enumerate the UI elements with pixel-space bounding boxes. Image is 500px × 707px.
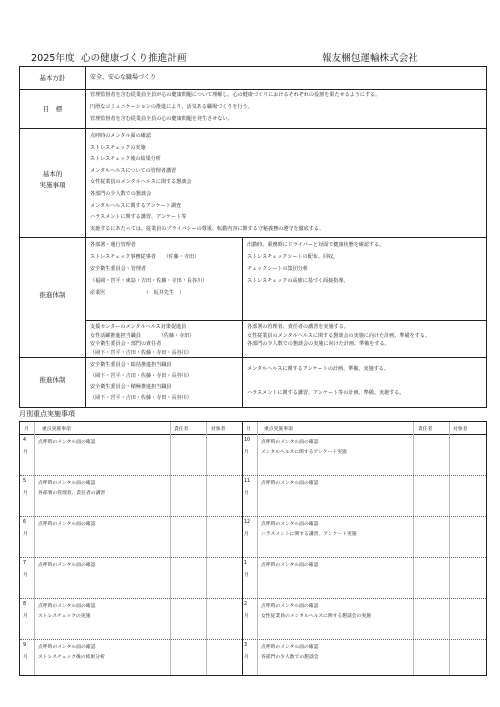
left-item: ストレスチェックの実施 [38, 614, 91, 619]
left-item: ストレスチェック後の結果分析 [38, 655, 105, 660]
right-item: 点呼時のメンタル面の確認 [261, 604, 319, 609]
struct2-right [247, 323, 430, 349]
struct2-right-item: 女性従業員のメンタルヘルスに関する懇談会の実施に向けた計画、準備をする。 [247, 332, 431, 339]
struct3-left-item: （岡下・宮平・吉田・佐藤・寺田・長谷川） [90, 373, 192, 379]
left-month-unit: 月 [23, 573, 28, 578]
left-item: 点呼時のメンタル面の確認 [38, 604, 96, 609]
struct1-left-item: 各部署・運行管理者 [90, 242, 136, 248]
left-item: 点呼時のメンタル面の確認 [38, 481, 96, 486]
goal-item: 管理監督者を含む従業員全員の心の健康問題を発生させない。 [90, 116, 233, 122]
action-item: ハラスメントに関する講習、アンケート等 [90, 214, 187, 221]
left-month-unit: 月 [23, 614, 28, 619]
struct1-right-item: ストレスチェックの高値に基づく面接指導。 [247, 278, 349, 284]
left-item: 点呼時のメンタル面の確認 [38, 563, 96, 568]
action-list [90, 131, 324, 235]
monthly-table [19, 421, 487, 676]
structure-subdivider [85, 320, 486, 321]
row-divider [20, 357, 486, 358]
policy-text: 安全、安心な職場づくり [90, 74, 157, 81]
right-item: 点呼時のメンタル面の確認 [261, 481, 319, 486]
row-divider [20, 237, 486, 238]
left-month-unit: 月 [23, 655, 28, 660]
structure-divider [242, 357, 243, 407]
left-item: 点呼時のメンタル面の確認 [38, 522, 96, 527]
plan-table [19, 66, 487, 408]
year-title: 2025年度 [31, 53, 75, 64]
monthly-rows [20, 435, 486, 680]
left-month: 9 [23, 643, 27, 648]
policy-label: 基本方針 [39, 74, 66, 82]
col-month-left: 月 [24, 427, 29, 432]
right-month: 12 [244, 520, 251, 525]
struct3-right-item: メンタルヘルスに関するアンケートの計画、準備、実施する。 [247, 366, 389, 372]
struct1-left-item: ストレスチェック事務従事者 （佐藤・寺田） [90, 254, 200, 260]
left-month: 7 [23, 561, 27, 566]
action-item: 女性従業員のメンタルヘルスに関する懇談会 [90, 179, 192, 186]
row-divider [20, 89, 486, 90]
struct2-left-item: 支援センターのメンタルヘルス対策促進員 [90, 324, 187, 330]
right-item: メンタルヘルスに関するアンケート実施 [261, 450, 347, 455]
right-item: 点呼時のメンタル面の確認 [261, 563, 319, 568]
action-item: 実施するにあたっては、従業員のプライバシーの尊重、転勤内容に関する守秘義務の遵守を徹底する。 [90, 225, 325, 232]
right-month: 11 [244, 479, 251, 484]
left-month-unit: 月 [23, 532, 28, 537]
right-month-unit: 月 [244, 450, 249, 455]
action-item: メンタルヘルスに関するアンケート調査 [90, 202, 182, 209]
col-item-left: 重点実施事項 [42, 427, 71, 432]
action-item: 各部門の少人数での懇談会 [90, 190, 152, 197]
monthly-row [20, 476, 486, 517]
col-target-right: 対象者 [453, 427, 468, 432]
monthly-row [20, 558, 486, 599]
goal-list [90, 91, 380, 124]
structure-label: 推進体制 [39, 291, 66, 299]
struct3-left-item: 安全衛生委員会・積極推進担当職員 [90, 384, 172, 390]
struct3-right [247, 363, 404, 399]
struct1-right [247, 239, 384, 287]
struct1-left-item: 安全衛生委員会・管理者 [90, 266, 147, 272]
goal-item: 円滑なコミュニケーションの推進により、活気ある職場づくりを行う。 [90, 104, 253, 110]
right-month: 3 [244, 643, 248, 648]
right-month-unit: 月 [244, 614, 249, 619]
left-month: 8 [23, 602, 27, 607]
plan-title: 心の健康づくり推進計画 [81, 53, 187, 64]
struct3-left-item: （岡下・宮平・吉田・佐藤・寺田・長谷川） [90, 395, 192, 401]
goal-item: 管理監督者を含む従業員全員が心の健康問題について理解し、心の健康づくりにおけるそれぞれの役割を果たせるようにする。 [90, 92, 381, 98]
struct3-left [90, 360, 192, 404]
col-manager-right: 責任者 [418, 427, 433, 432]
right-item: 点呼時のメンタル面の確認 [261, 440, 319, 445]
right-month-unit: 月 [244, 573, 249, 578]
right-item: 各部門の少人数での懇談会 [261, 655, 319, 660]
struct1-left-item: 産業医 （ 坂井先生 ） [90, 290, 185, 296]
col-target-left: 対象者 [211, 427, 226, 432]
struct1-right-item: ストレスチェックシートの配布、回収。 [247, 254, 339, 260]
row-divider [20, 128, 486, 129]
struct2-right-item: 各部署の管理者、責任者の講習を実施する。 [247, 324, 349, 330]
left-month: 5 [23, 479, 27, 484]
action-label: 基本的 実施事項 [39, 170, 66, 189]
struct2-left [90, 323, 194, 357]
col-month-right: 月 [246, 427, 251, 432]
structure-divider [242, 237, 243, 357]
goal-label: 目 標 [42, 105, 63, 113]
left-item: 各部署の管理者、責任者の講習 [38, 491, 106, 496]
action-item: 点呼時のメンタル面の確認 [90, 133, 151, 139]
struct1-left-item: （福岡・宮平・東島・吉田・佐藤・寺田・長谷川） [90, 278, 208, 284]
action-item: ストレスチェック後の結果分析 [90, 156, 161, 163]
company-name: 報友梱包運輸株式会社 [322, 53, 418, 64]
right-item: ハラスメントに関する講習、アンケート実施 [261, 532, 357, 537]
structure-label: 推進体制 [39, 376, 66, 384]
right-item: 点呼時のメンタル面の確認 [261, 645, 319, 650]
left-item: 点呼時のメンタル面の確認 [38, 440, 96, 445]
struct1-left [90, 239, 207, 299]
right-item: 点呼時のメンタル面の確認 [261, 522, 319, 527]
struct1-right-item: 出勤時、乗務時にドライバーと対面で健康状態を確認する。 [247, 242, 385, 248]
right-item: 女性従業員のメンタルヘルスに関する懇談会の実施 [261, 614, 371, 619]
left-month-unit: 月 [23, 450, 28, 455]
monthly-row [20, 517, 486, 558]
struct2-left-item: 女性活躍推進担当職員 （佐藤・寺田） [90, 332, 195, 339]
col-manager-left: 責任者 [174, 427, 189, 432]
left-month: 4 [23, 438, 27, 443]
struct1-right-item: チェックシートの集団分析 [247, 266, 308, 272]
monthly-title: 月別重点実施事項 [19, 410, 75, 418]
right-month-unit: 月 [244, 532, 249, 537]
left-month: 6 [23, 520, 27, 525]
right-month-unit: 月 [244, 655, 249, 660]
action-item: ストレスチェックの実施 [90, 144, 146, 151]
struct2-left-item: 安全衛生委員会・部門の責任者 [90, 341, 162, 347]
action-item: メンタルヘルスについての管理者講習 [90, 167, 177, 174]
struct3-left-item: 安全衛生委員会・総括推進担当職員 [90, 362, 172, 368]
col-item-right: 重点実施事項 [264, 427, 293, 432]
right-month: 1 [244, 561, 248, 566]
struct3-right-item: ハラスメントに関する講習、アンケート等の計画、準備、実施する。 [247, 390, 405, 396]
left-month-unit: 月 [23, 491, 28, 496]
left-item: 点呼時のメンタル面の確認 [38, 645, 96, 650]
struct2-right-item: 各部門の少人数での懇談会の実施に向けた計画、準備をする。 [247, 341, 390, 347]
right-month-unit: 月 [244, 491, 249, 496]
right-month: 10 [244, 438, 251, 443]
monthly-row [20, 640, 486, 680]
monthly-row [20, 435, 486, 476]
struct2-left-item: （岡下・宮平・吉田・佐藤・寺田・長谷川） [90, 349, 192, 356]
monthly-row [20, 599, 486, 640]
right-month: 2 [244, 602, 248, 607]
